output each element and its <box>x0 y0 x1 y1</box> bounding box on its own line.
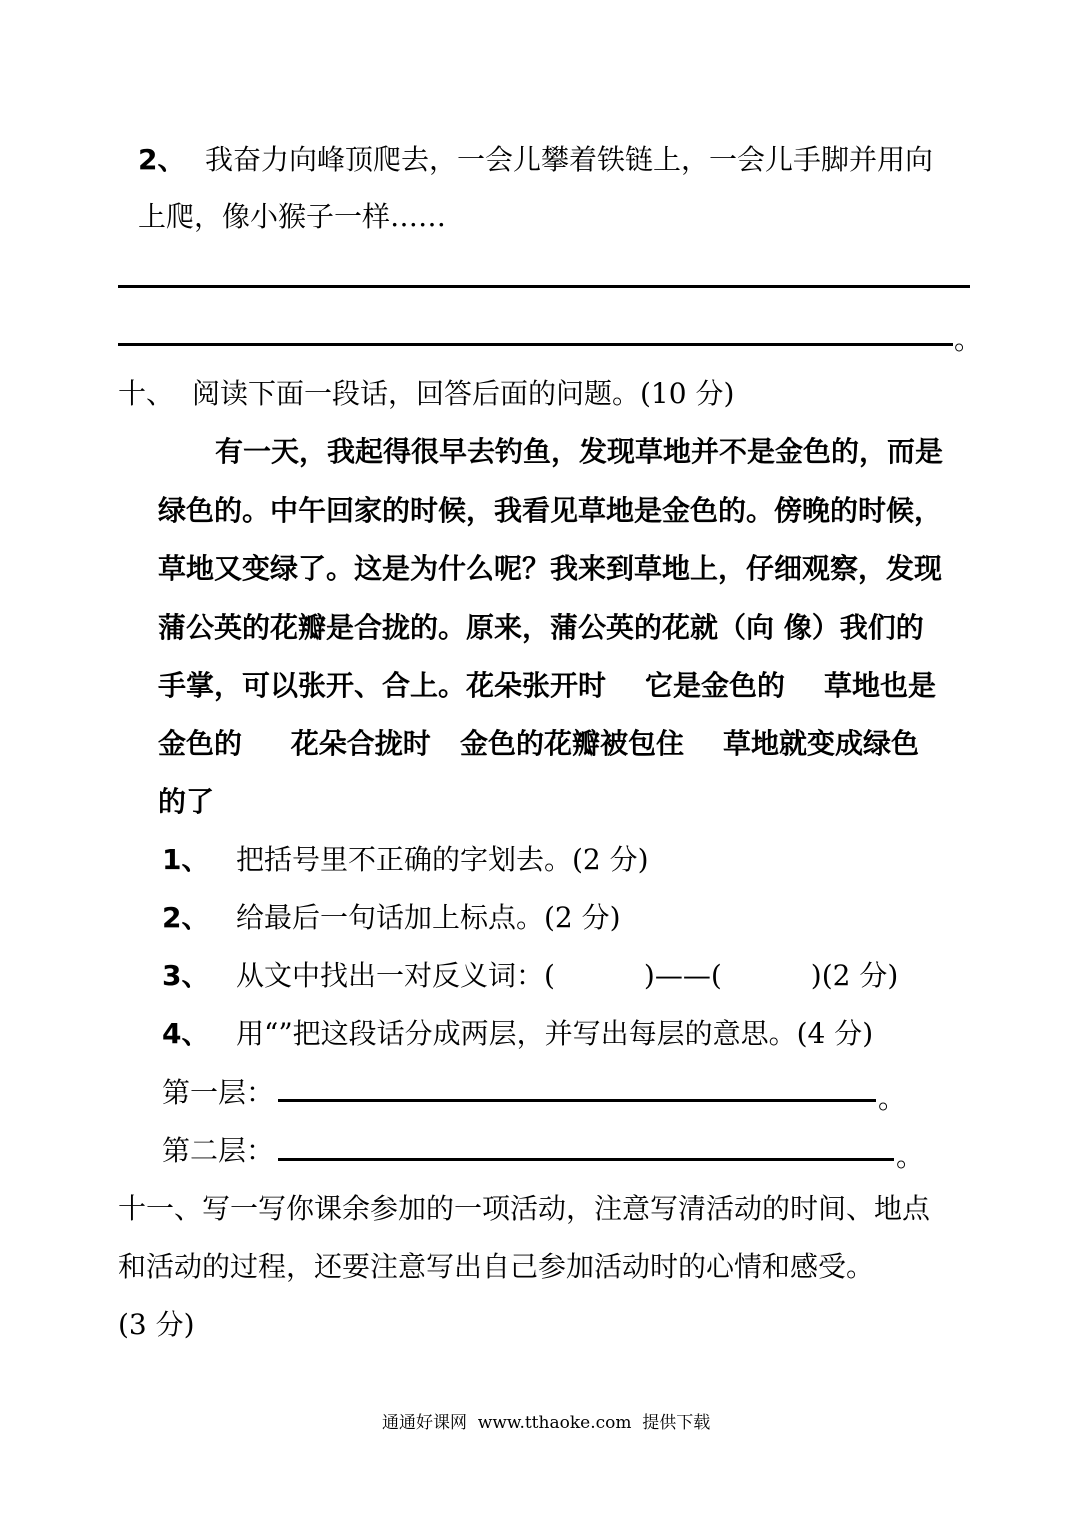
q9-item2-line2: 上爬，像小猴子一样…… <box>138 200 447 233</box>
q10-sub-number: 4、 <box>162 1017 210 1050</box>
answer-line[interactable] <box>118 343 953 346</box>
passage-line: 手掌，可以张开、合上。花朵张开时 它是金色的 草地也是 <box>158 669 936 702</box>
layer2-answer-line[interactable] <box>278 1158 894 1161</box>
end-mark: 。 <box>896 1140 925 1173</box>
end-mark: 。 <box>878 1082 907 1115</box>
passage-line: 绿色的。中午回家的时候，我看见草地是金色的。傍晚的时候， <box>158 494 943 527</box>
layer1-label: 第一层： <box>162 1076 275 1109</box>
q11-line1: 十一、写一写你课余参加的一项活动，注意写清活动的时间、地点 <box>118 1192 931 1225</box>
q11-score: (3 分) <box>118 1308 195 1341</box>
passage-line: 蒲公英的花瓣是合拢的。原来，蒲公英的花就（向 像）我们的 <box>158 611 924 644</box>
q10-sub-text: 从文中找出一对反义词：( )——( )(2 分) <box>236 959 899 992</box>
q10-sub-number: 2、 <box>162 901 210 934</box>
passage-line: 草地又变绿了。这是为什么呢？我来到草地上，仔细观察，发现 <box>158 552 943 585</box>
passage-line: 金色的 花朵合拢时 金色的花瓣被包住 草地就变成绿色 <box>158 727 919 760</box>
end-mark: 。 <box>954 323 983 356</box>
layer1-answer-line[interactable] <box>278 1099 876 1102</box>
footer-text: 通通好课网 www.tthaoke.com 提供下载 <box>382 1413 711 1433</box>
q10-sub-number: 3、 <box>162 959 210 992</box>
q10-sub-text: 把括号里不正确的字划去。(2 分) <box>236 843 649 876</box>
layer2-label: 第二层： <box>162 1134 275 1167</box>
q10-sub-number: 1、 <box>162 843 210 876</box>
q11-line2: 和活动的过程，还要注意写出自己参加活动时的心情和感受。 <box>118 1250 875 1283</box>
passage-line: 的了 <box>158 785 215 818</box>
passage-line: 有一天，我起得很早去钓鱼，发现草地并不是金色的，而是 <box>215 435 944 468</box>
q10-sub-text: 给最后一句话加上标点。(2 分) <box>236 901 621 934</box>
q9-item2-line1: 我奋力向峰顶爬去，一会儿攀着铁链上，一会儿手脚并用向 <box>205 143 934 176</box>
answer-line[interactable] <box>118 285 970 288</box>
q10-number: 十、 <box>118 377 175 410</box>
q10-title: 阅读下面一段话，回答后面的问题。(10 分) <box>192 377 735 410</box>
q10-sub-text: 用“”把这段话分成两层，并写出每层的意思。(4 分) <box>236 1017 874 1050</box>
q9-item2-number: 2、 <box>138 143 186 176</box>
